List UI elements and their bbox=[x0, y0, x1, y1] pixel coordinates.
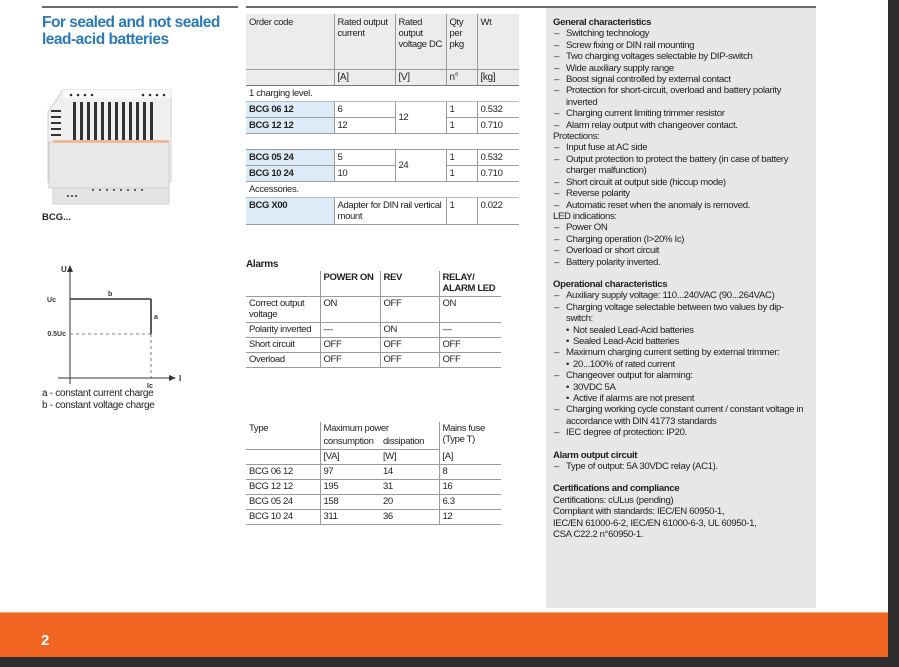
alarm-value: — bbox=[439, 323, 501, 338]
weight: 0.022 bbox=[477, 197, 519, 224]
consumption-cell: 195 bbox=[320, 480, 380, 495]
weight: 0.710 bbox=[477, 165, 519, 181]
unit-cell: [V] bbox=[395, 69, 446, 85]
curve-legend-b: b - constant voltage charge bbox=[42, 400, 155, 411]
header-qty: Qty per pkg bbox=[446, 14, 477, 69]
alarms-header-row bbox=[246, 271, 501, 297]
power-units-row bbox=[246, 450, 501, 465]
spec-item: – Boost signal controlled by external contact bbox=[553, 74, 810, 85]
spec-item: – Screw fixing or DIN rail mounting bbox=[553, 40, 810, 51]
x-axis-arrow bbox=[169, 375, 176, 381]
order-code: BCG 06 12 bbox=[246, 101, 334, 117]
dissipation-cell: 31 bbox=[380, 480, 439, 495]
alarm-output-title: Alarm output circuit bbox=[553, 449, 638, 461]
dissipation-cell: 36 bbox=[380, 510, 439, 525]
section-label: Accessories. bbox=[246, 181, 519, 197]
header-max-power: Maximum power bbox=[320, 422, 439, 436]
fuse-cell: 12 bbox=[439, 510, 501, 525]
alarm-condition: Polarity inverted bbox=[246, 323, 320, 338]
spec-item: – Switching technology bbox=[553, 28, 810, 39]
qty: 1 bbox=[446, 197, 477, 224]
fuse-cell: 6.3 bbox=[439, 495, 501, 510]
header-consumption: consumption bbox=[320, 436, 380, 450]
uc-label: Uc bbox=[47, 297, 56, 304]
curve-legend-a: a - constant current charge bbox=[42, 388, 154, 399]
alarm-value: OFF bbox=[439, 338, 501, 353]
x-axis-label: I bbox=[179, 374, 182, 383]
alarms-table bbox=[246, 271, 501, 368]
unit-cell: [kg] bbox=[477, 69, 519, 85]
led-indications-title: LED indications: bbox=[553, 210, 617, 222]
spec-item: – Power ON bbox=[553, 222, 810, 233]
segment-a-label: a bbox=[154, 314, 158, 321]
alarm-value: OFF bbox=[380, 353, 439, 368]
rated-voltage: 24 bbox=[395, 149, 446, 181]
fuse-cell: 8 bbox=[439, 465, 501, 480]
unit-cell: [W] bbox=[380, 450, 439, 465]
order-table-header-row bbox=[246, 14, 519, 69]
rated-current: 12 bbox=[334, 117, 395, 133]
type-cell: BCG 12 12 bbox=[246, 480, 320, 495]
consumption-cell: 158 bbox=[320, 495, 380, 510]
alarms-header bbox=[246, 271, 320, 297]
table-row bbox=[246, 353, 501, 368]
spec-item: – Reverse polarity bbox=[553, 188, 810, 199]
cert-line: IEC/EN 61000-6-2, IEC/EN 61000-6-3, UL 60950-1, bbox=[553, 517, 757, 529]
rated-current: 10 bbox=[334, 165, 395, 181]
power-header-row bbox=[246, 422, 501, 436]
alarms-header: RELAY/ ALARM LED bbox=[439, 271, 501, 297]
rated-current: 6 bbox=[334, 101, 395, 117]
page-title: For sealed and not sealed lead-acid batteries bbox=[42, 14, 220, 48]
spec-item: – Wide auxiliary supply range bbox=[553, 63, 810, 74]
table-row bbox=[246, 480, 501, 495]
spec-item: – Output protection to protect the battery (in case of battery charger malfunction) bbox=[553, 154, 810, 177]
unit-cell bbox=[246, 450, 320, 465]
table-row bbox=[246, 510, 501, 525]
qty: 1 bbox=[446, 149, 477, 165]
ic-label: Ic bbox=[147, 383, 153, 390]
table-row bbox=[246, 495, 501, 510]
alarm-value: ON bbox=[320, 297, 380, 323]
rated-current: 5 bbox=[334, 149, 395, 165]
protections-title: Protections: bbox=[553, 131, 600, 143]
spec-item: – Maximum charging current setting by external trimmer: bbox=[553, 347, 810, 358]
table-row bbox=[246, 117, 519, 133]
header-rated-voltage: Rated output voltage DC bbox=[395, 14, 446, 69]
spec-subitem: • 20...100% of rated current bbox=[553, 359, 810, 370]
weight: 0.710 bbox=[477, 117, 519, 133]
dissipation-cell: 20 bbox=[380, 495, 439, 510]
alarm-value: OFF bbox=[320, 353, 380, 368]
order-code: BCG 10 24 bbox=[246, 165, 334, 181]
qty: 1 bbox=[446, 101, 477, 117]
alarms-header: REV bbox=[380, 271, 439, 297]
page-footer bbox=[0, 612, 888, 657]
rated-voltage: 12 bbox=[395, 101, 446, 133]
product-image bbox=[43, 82, 178, 210]
dissipation-cell: 14 bbox=[380, 465, 439, 480]
weight: 0.532 bbox=[477, 149, 519, 165]
unit-cell bbox=[246, 69, 334, 85]
power-consumption-table bbox=[246, 422, 501, 525]
general-characteristics-title: General characteristics bbox=[553, 17, 652, 28]
table-row bbox=[246, 165, 519, 181]
spec-item: – Charging working cycle constant current / constant voltage in accordance with DIN 41773 standards bbox=[553, 404, 810, 427]
spec-subitem: • Sealed Lead-Acid batteries bbox=[553, 336, 810, 347]
weight: 0.532 bbox=[477, 101, 519, 117]
table-row bbox=[246, 465, 501, 480]
y-axis-label: U bbox=[61, 265, 67, 274]
alarm-value: OFF bbox=[380, 297, 439, 323]
spec-item: – Changeover output for alarming: bbox=[553, 370, 810, 381]
y-axis-arrow bbox=[67, 265, 73, 272]
charge-curve-diagram bbox=[35, 262, 185, 390]
spec-item: – Automatic reset when the anomaly is removed. bbox=[553, 200, 810, 211]
operational-characteristics-title: Operational characteristics bbox=[553, 278, 668, 290]
header-order-code: Order code bbox=[246, 14, 334, 69]
spec-item: – Input fuse at AC side bbox=[553, 142, 810, 153]
page-number: 2 bbox=[41, 632, 50, 649]
spec-item: – Alarm relay output with changeover contact. bbox=[553, 120, 810, 131]
qty: 1 bbox=[446, 165, 477, 181]
table-row bbox=[246, 197, 519, 224]
order-table-units-row bbox=[246, 69, 519, 85]
header-wt: Wt bbox=[477, 14, 519, 69]
table-row bbox=[246, 149, 519, 165]
table-row bbox=[246, 338, 501, 353]
type-cell: BCG 06 12 bbox=[246, 465, 320, 480]
spec-item: – Auxiliary supply voltage: 110...240VAC (90...264VAC) bbox=[553, 290, 810, 301]
unit-cell: n° bbox=[446, 69, 477, 85]
spec-item: – Charging operation (I>20% Ic) bbox=[553, 234, 810, 245]
spec-item: – Two charging voltages selectable by DIP-switch bbox=[553, 51, 810, 62]
spec-item: – Charging voltage selectable between two values by dip-switch: bbox=[553, 302, 810, 325]
order-code: BCG 12 12 bbox=[246, 117, 334, 133]
header-mains-fuse: Mains fuse (Type T) bbox=[439, 422, 501, 450]
order-code-table bbox=[246, 14, 519, 225]
viewer-bottom-edge bbox=[0, 657, 899, 667]
fuse-cell: 16 bbox=[439, 480, 501, 495]
header-rated-current: Rated output current bbox=[334, 14, 395, 69]
accessory-description: Adapter for DIN rail vertical mount bbox=[334, 197, 446, 224]
header-type: Type bbox=[249, 423, 269, 434]
spec-subitem: • 30VDC 5A bbox=[553, 382, 810, 393]
alarm-condition: Short circuit bbox=[246, 338, 320, 353]
qty: 1 bbox=[446, 117, 477, 133]
half-uc-label: 0.5Uc bbox=[47, 331, 66, 338]
alarm-value: — bbox=[320, 323, 380, 338]
alarm-value: OFF bbox=[380, 338, 439, 353]
viewer-edge bbox=[888, 0, 899, 667]
cert-line: Compliant with standards: IEC/EN 60950-1, bbox=[553, 506, 725, 518]
spec-item: – IEC degree of protection: IP20. bbox=[553, 427, 810, 438]
order-code: BCG X00 bbox=[246, 197, 334, 224]
type-cell: BCG 10 24 bbox=[246, 510, 320, 525]
header-dissipation: dissipation bbox=[380, 436, 439, 450]
alarm-value: OFF bbox=[439, 353, 501, 368]
type-cell: BCG 05 24 bbox=[246, 495, 320, 510]
table-row bbox=[246, 101, 519, 117]
alarms-header: POWER ON bbox=[320, 271, 380, 297]
specifications-panel bbox=[546, 8, 816, 608]
spec-subitem: • Active if alarms are not present bbox=[553, 393, 810, 404]
spec-item: – Short circuit at output side (hiccup mode) bbox=[553, 177, 810, 188]
alarm-value: OFF bbox=[320, 338, 380, 353]
section-label: 1 charging level. bbox=[246, 85, 519, 101]
alarms-title: Alarms bbox=[246, 259, 279, 270]
spec-item: – Charging current limiting trimmer resistor bbox=[553, 108, 810, 119]
unit-cell: [VA] bbox=[320, 450, 380, 465]
alarm-value: ON bbox=[439, 297, 501, 323]
table-row bbox=[246, 323, 501, 338]
spec-item: – Type of output: 5A 30VDC relay (AC1). bbox=[553, 461, 810, 472]
alarm-value: ON bbox=[380, 323, 439, 338]
spec-subitem: • Not sealed Lead-Acid batteries bbox=[553, 325, 810, 336]
cert-line: Certifications: cULus (pending) bbox=[553, 494, 674, 506]
consumption-cell: 311 bbox=[320, 510, 380, 525]
spec-item: – Protection for short-circuit, overload and battery polarity inverted bbox=[553, 85, 810, 108]
segment-b-label: b bbox=[108, 291, 113, 298]
unit-cell: [A] bbox=[334, 69, 395, 85]
spec-item: – Battery polarity inverted. bbox=[553, 257, 810, 268]
spec-item: – Overload or short circuit bbox=[553, 245, 810, 256]
top-rule bbox=[42, 6, 238, 8]
unit-cell: [A] bbox=[439, 450, 501, 465]
product-caption: BCG... bbox=[42, 212, 72, 223]
table-row bbox=[246, 297, 501, 323]
alarm-condition: Overload bbox=[246, 353, 320, 368]
alarm-condition: Correct output voltage bbox=[246, 297, 320, 323]
certifications-title: Certifications and compliance bbox=[553, 483, 680, 495]
cert-line: CSA C22.2 n°60950-1. bbox=[553, 529, 644, 541]
consumption-cell: 97 bbox=[320, 465, 380, 480]
order-code: BCG 05 24 bbox=[246, 149, 334, 165]
